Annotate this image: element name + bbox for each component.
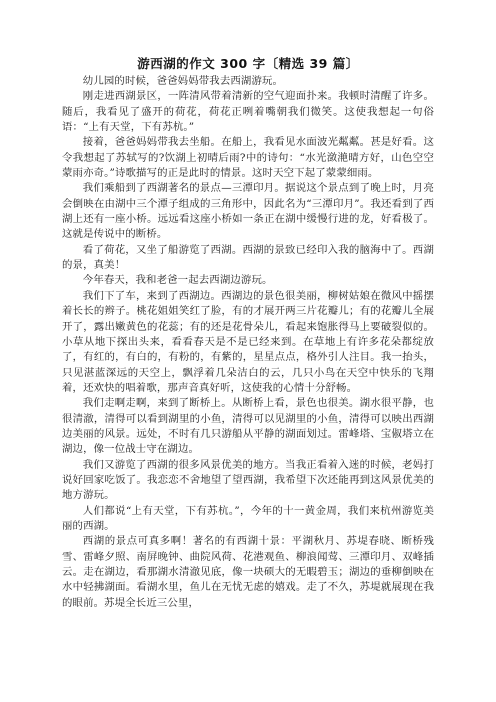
document-page — [62, 56, 445, 611]
paragraph: 人们都说“上有天堂，下有苏杭。”，今年的十一黄金周，我们来杭州游览美丽的西湖。 — [62, 504, 434, 532]
paragraph: 刚走进西湖景区，一阵清风带着清新的空气迎面扑来。我顿时清醒了许多。随后，我看见了盛开的荷花，荷花正咧着嘴朝我们微笑。这使我想起一句俗语：“上有天堂，下有苏杭。” — [62, 90, 434, 134]
paragraph: 幼儿园的时候，爸爸妈妈带我去西湖游玩。 — [82, 75, 284, 87]
paragraph: 我们下了车，来到了西湖边。西湖边的景色很美丽，柳树姑娘在微风中摇摆着长长的辫子。桃花姐姐笑红了脸，有的才展开两三片花瓣儿；有的花瓣儿全展开了，露出嫩黄色的花蕊；有的还是花骨朵儿，看起来饱胀得马上要破裂似的。小草从地下探出头来，看看春天是不是已经来到。在草地上有许多花朵都绽放了，有红的，有白的，有粉的，有紫的，星星点点，格外引人注目。我一抬头，只见湛蓝深远的天空上，飘浮着几朵洁白的云，几只小鸟在天空中快乐的飞翔着，还欢快的唱着歌，那声音真好听，这使我的心情十分舒畅。 — [62, 289, 434, 394]
document-body — [62, 74, 445, 611]
paragraph: 西湖的景点可真多啊！著名的有西湖十景：平湖秋月、苏堤春晓、断桥残雪、雷峰夕照、南屏晚钟、曲院风荷、花港观鱼、柳浪闻莺、三潭印月、双峰插云。走在湖边，看那湖水清澈见底，像一块硕大的无暇碧玉；湖边的垂柳倒映在水中轻拂湖面。看湖水里，鱼儿在无忧无虑的嬉戏。走了不久，苏堤就展现在我的眼前。苏堤全长近三公里， — [62, 535, 434, 609]
paragraph: 我们走啊走啊，来到了断桥上。从断桥上看，景色也很美。湖水很平静，也很清澈，清得可以看到湖里的小鱼，清得可以见湖里的小鱼，清得可以映出西湖边美丽的风景。远处，不时有几只游船从平静的湖面划过。雷峰塔、宝俶塔立在湖边，像一位战士守在湖边。 — [62, 397, 434, 456]
paragraph: 我们又游览了西湖的很多风景优美的地方。当我正看着入迷的时候，老妈打 说好回家吃饭了。我恋恋不舍地望了望西湖，我希望下次还能再到这风景优美的地方游玩。 — [62, 458, 445, 502]
paragraph: 今年春天，我和老爸一起去西湖边游玩。 — [82, 274, 273, 287]
paragraph: 我们乘船到了西湖著名的景点—三潭印月。据说这个景点到了晚上时，月亮会倒映在由湖中三个潭子组成的三角形中，因此名为“三潭印月”。我还看到了西湖上还有一座小桥。远远看这座小桥如一条正在湖中缓慢行进的龙，好看极了。这就是传说中的断桥。 — [62, 182, 434, 241]
document-title: 游西湖的作文 300 字〔精选 39 篇〕 — [137, 56, 359, 71]
paragraph: 看了荷花，又坐了船游览了西湖。西湖的景致已经印入我的脑海中了。西湖的景，真美！ — [62, 243, 434, 272]
paragraph: 接着，爸爸妈妈带我去坐船。在船上，我看见水面波光粼粼。甚是好看。这令我想起了苏轼写的?饮湖上初晴后雨?中的诗句：“水光潋滟晴方好，山色空空蒙雨亦奇。”诗歌描写的正是此时的情景。这时天空下起了蒙蒙细雨。 — [62, 136, 434, 180]
